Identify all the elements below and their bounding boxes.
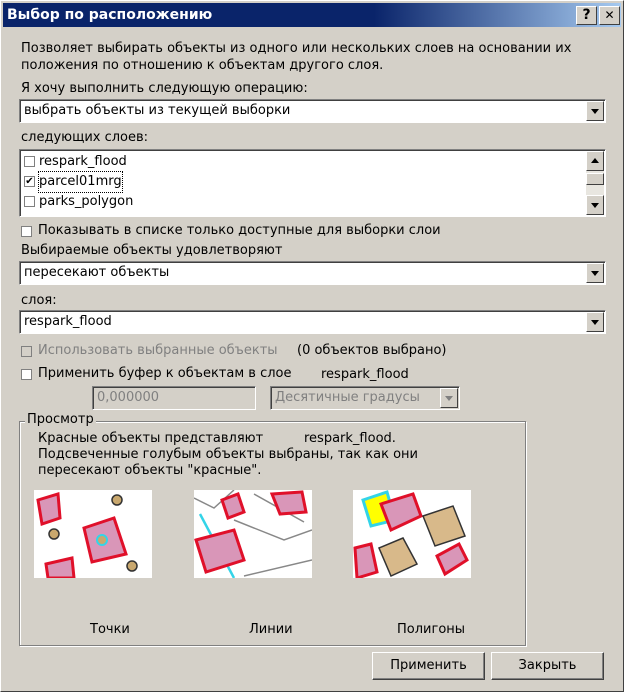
operation-select-value: выбрать объекты из текущей выборки bbox=[24, 103, 291, 118]
buffer-label[interactable]: Применить буфер к объектам в слое bbox=[38, 366, 292, 381]
layers-label: следующих слоев: bbox=[21, 130, 149, 145]
operation-label: Я хочу выполнить следующую операцию: bbox=[21, 81, 308, 96]
preview-text-line3: пересекают объекты "красные". bbox=[38, 463, 262, 478]
scroll-down-arrow-icon[interactable] bbox=[586, 195, 604, 215]
buffer-checkbox[interactable] bbox=[21, 369, 32, 380]
polygons-caption: Полигоны bbox=[397, 622, 466, 637]
target-layer-select[interactable] bbox=[19, 310, 606, 334]
relation-dropdown-arrow-icon[interactable] bbox=[586, 263, 604, 283]
scroll-thumb[interactable] bbox=[586, 173, 604, 185]
relation-select[interactable] bbox=[19, 261, 606, 285]
target-layer-dropdown-arrow-icon[interactable] bbox=[586, 312, 604, 332]
target-layer-label: слоя: bbox=[21, 293, 57, 308]
lines-preview-graphic bbox=[194, 490, 312, 578]
intro-text-line1: Позволяет выбирать объекты из одного или нескольких слоев на основании их bbox=[21, 41, 572, 56]
lines-caption: Линии bbox=[249, 622, 293, 637]
apply-button[interactable]: Применить bbox=[372, 652, 485, 680]
layer-label: parcel01mrg bbox=[39, 172, 122, 192]
only-selectable-checkbox[interactable] bbox=[21, 226, 32, 237]
layer-checkbox-respark-flood[interactable] bbox=[24, 156, 35, 167]
only-selectable-label[interactable]: Показывать в списке только доступные для выборки слои bbox=[38, 223, 441, 238]
close-button[interactable]: Закрыть bbox=[491, 652, 604, 680]
use-selected-label: Использовать выбранные объекты bbox=[38, 343, 278, 358]
relation-label: Выбираемые объекты удовлетворяют bbox=[21, 243, 283, 258]
preview-text-line2: Подсвеченные голубым объекты выбраны, так как они bbox=[38, 447, 418, 462]
scroll-up-arrow-icon[interactable] bbox=[586, 151, 604, 171]
buffer-distance-input[interactable]: 0,000000 bbox=[92, 386, 256, 410]
help-button[interactable]: ? bbox=[576, 6, 597, 25]
layer-label: respark_flood bbox=[39, 154, 127, 169]
layer-label: parks_polygon bbox=[39, 194, 134, 209]
intro-text-line2: положения по отношению к объектам другого слоя. bbox=[21, 58, 384, 73]
preview-text-layer: respark_flood. bbox=[304, 431, 396, 446]
layers-listbox[interactable] bbox=[19, 149, 606, 217]
operation-dropdown-arrow-icon[interactable] bbox=[586, 101, 604, 121]
layers-scrollbar[interactable] bbox=[586, 151, 604, 215]
buffer-layer-name: respark_flood bbox=[321, 367, 409, 382]
title-bar[interactable] bbox=[3, 3, 621, 27]
buffer-units-select[interactable] bbox=[270, 386, 460, 410]
close-window-button[interactable]: ✕ bbox=[599, 6, 620, 25]
layer-checkbox-parks-polygon[interactable] bbox=[24, 196, 35, 207]
points-preview-graphic bbox=[34, 490, 152, 578]
lines-preview-image bbox=[194, 490, 312, 578]
points-preview-image bbox=[34, 490, 152, 578]
polygons-preview-image bbox=[353, 490, 471, 578]
preview-title: Просмотр bbox=[27, 412, 94, 427]
layer-item-parcel01mrg[interactable] bbox=[24, 172, 584, 192]
buffer-units-dropdown-arrow-icon[interactable] bbox=[440, 388, 458, 408]
polygons-preview-graphic bbox=[353, 490, 471, 578]
layer-item-parks-polygon[interactable] bbox=[24, 192, 584, 212]
target-layer-select-value: respark_flood bbox=[24, 314, 112, 329]
layer-item-respark-flood[interactable] bbox=[24, 152, 584, 172]
buffer-units-value: Десятичные градусы bbox=[275, 390, 420, 405]
preview-text-line1: Красные объекты представляют bbox=[38, 431, 264, 446]
operation-select[interactable] bbox=[19, 99, 606, 123]
relation-select-value: пересекают объекты bbox=[24, 265, 170, 280]
points-caption: Точки bbox=[90, 622, 130, 637]
selected-count-text: (0 объектов выбрано) bbox=[297, 343, 447, 358]
use-selected-checkbox[interactable] bbox=[21, 346, 32, 357]
window-title: Выбор по расположению bbox=[7, 7, 213, 23]
layer-checkbox-parcel01mrg[interactable]: ✔ bbox=[25, 176, 34, 187]
